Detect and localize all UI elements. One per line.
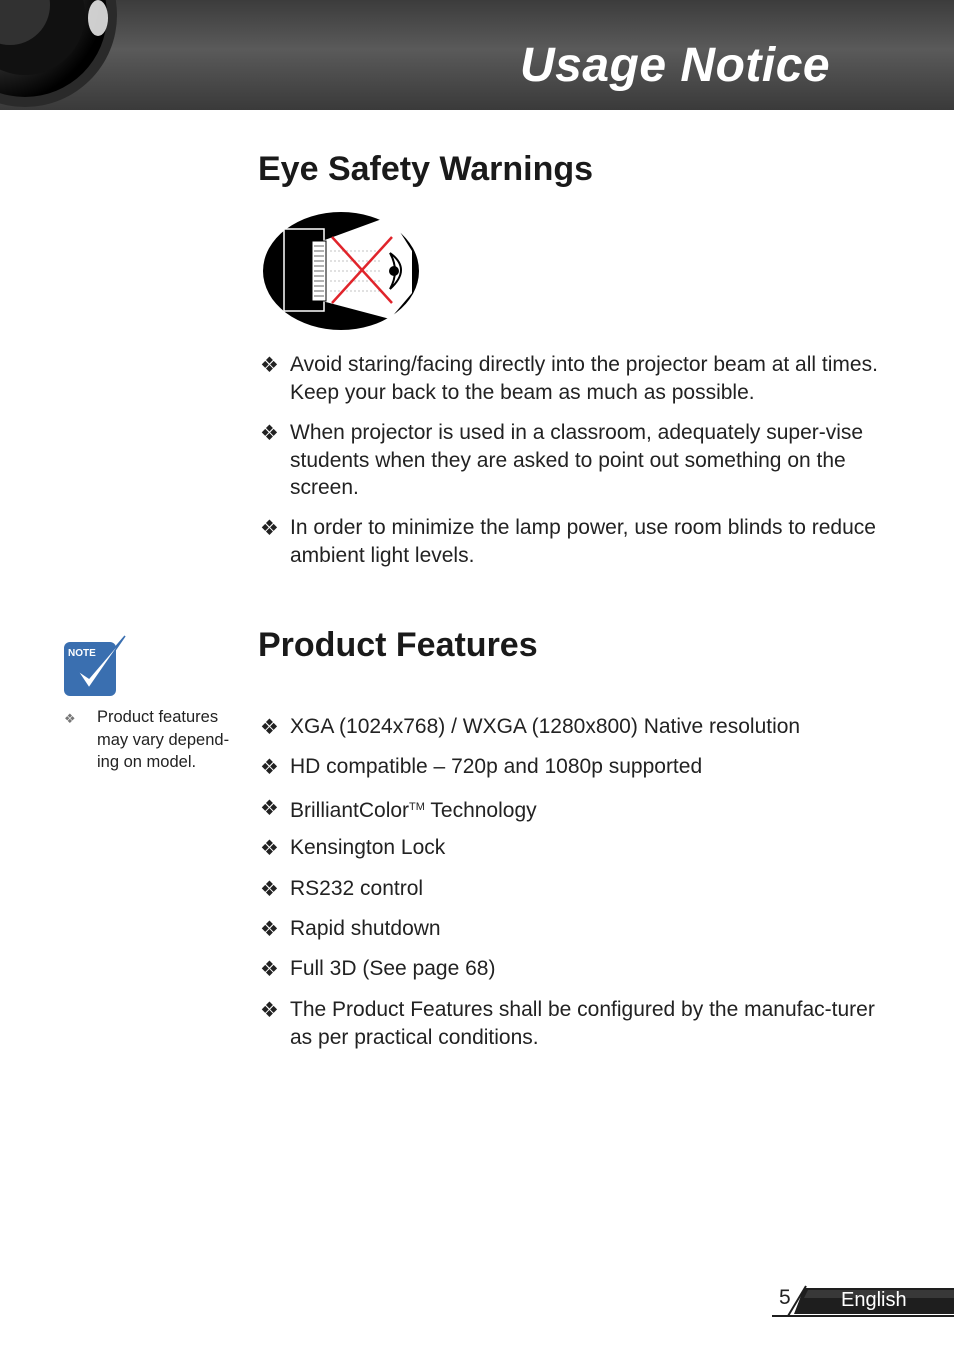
bullet-icon: ❖ xyxy=(260,517,279,540)
footer-language: English xyxy=(841,1289,907,1311)
trademark: TM xyxy=(409,801,425,813)
page-title: Usage Notice xyxy=(520,39,831,92)
list-item: ❖ Rapid shutdown xyxy=(260,915,880,943)
projector-lens-icon xyxy=(0,0,130,110)
list-item: ❖ The Product Features shall be configured by the manufac-turer as per practical conditions. xyxy=(260,998,875,1049)
page-header xyxy=(0,0,954,110)
svg-text:NOTE: NOTE xyxy=(68,648,96,659)
note-text: ❖ Product features may vary depend-ing on model. xyxy=(64,708,230,771)
list-item: ❖ HD compatible – 720p and 1080p supported xyxy=(260,753,880,781)
list-item: ❖ XGA (1024x768) / WXGA (1280x800) Native resolution xyxy=(260,713,880,741)
bullet-icon: ❖ xyxy=(260,999,279,1022)
eye-safety-title: Eye Safety Warnings xyxy=(258,150,594,188)
list-item: ❖ RS232 control xyxy=(260,875,880,903)
bullet-icon: ❖ xyxy=(260,422,279,445)
bullet-icon: ❖ xyxy=(260,756,279,779)
product-features-title: Product Features xyxy=(258,626,538,664)
bullet-icon: ❖ xyxy=(64,711,76,726)
list-item: ❖ Avoid staring/facing directly into the projector beam at all times. Keep your back to the beam as much as possible. xyxy=(260,353,878,404)
bullet-icon: ❖ xyxy=(260,797,279,820)
page-number: 5 xyxy=(779,1286,791,1309)
bullet-icon: ❖ xyxy=(260,958,279,981)
bullet-icon: ❖ xyxy=(260,354,279,377)
bullet-icon: ❖ xyxy=(260,837,279,860)
list-item: ❖ BrilliantColor™ Technology xyxy=(260,797,537,822)
bullet-icon: ❖ xyxy=(260,878,279,901)
list-item: ❖ When projector is used in a classroom, adequately super-vise students when they are asked to point out something on the screen. xyxy=(260,421,864,499)
list-item: ❖ In order to minimize the lamp power, use room blinds to reduce ambient light levels. xyxy=(260,516,876,567)
note-icon xyxy=(63,634,129,698)
list-item: ❖ Full 3D (See page 68) xyxy=(260,955,880,983)
projector-beam-warning-icon xyxy=(262,211,420,331)
bullet-icon: ❖ xyxy=(260,716,279,739)
bullet-icon: ❖ xyxy=(260,918,279,941)
list-item: ❖ Kensington Lock xyxy=(260,834,880,862)
